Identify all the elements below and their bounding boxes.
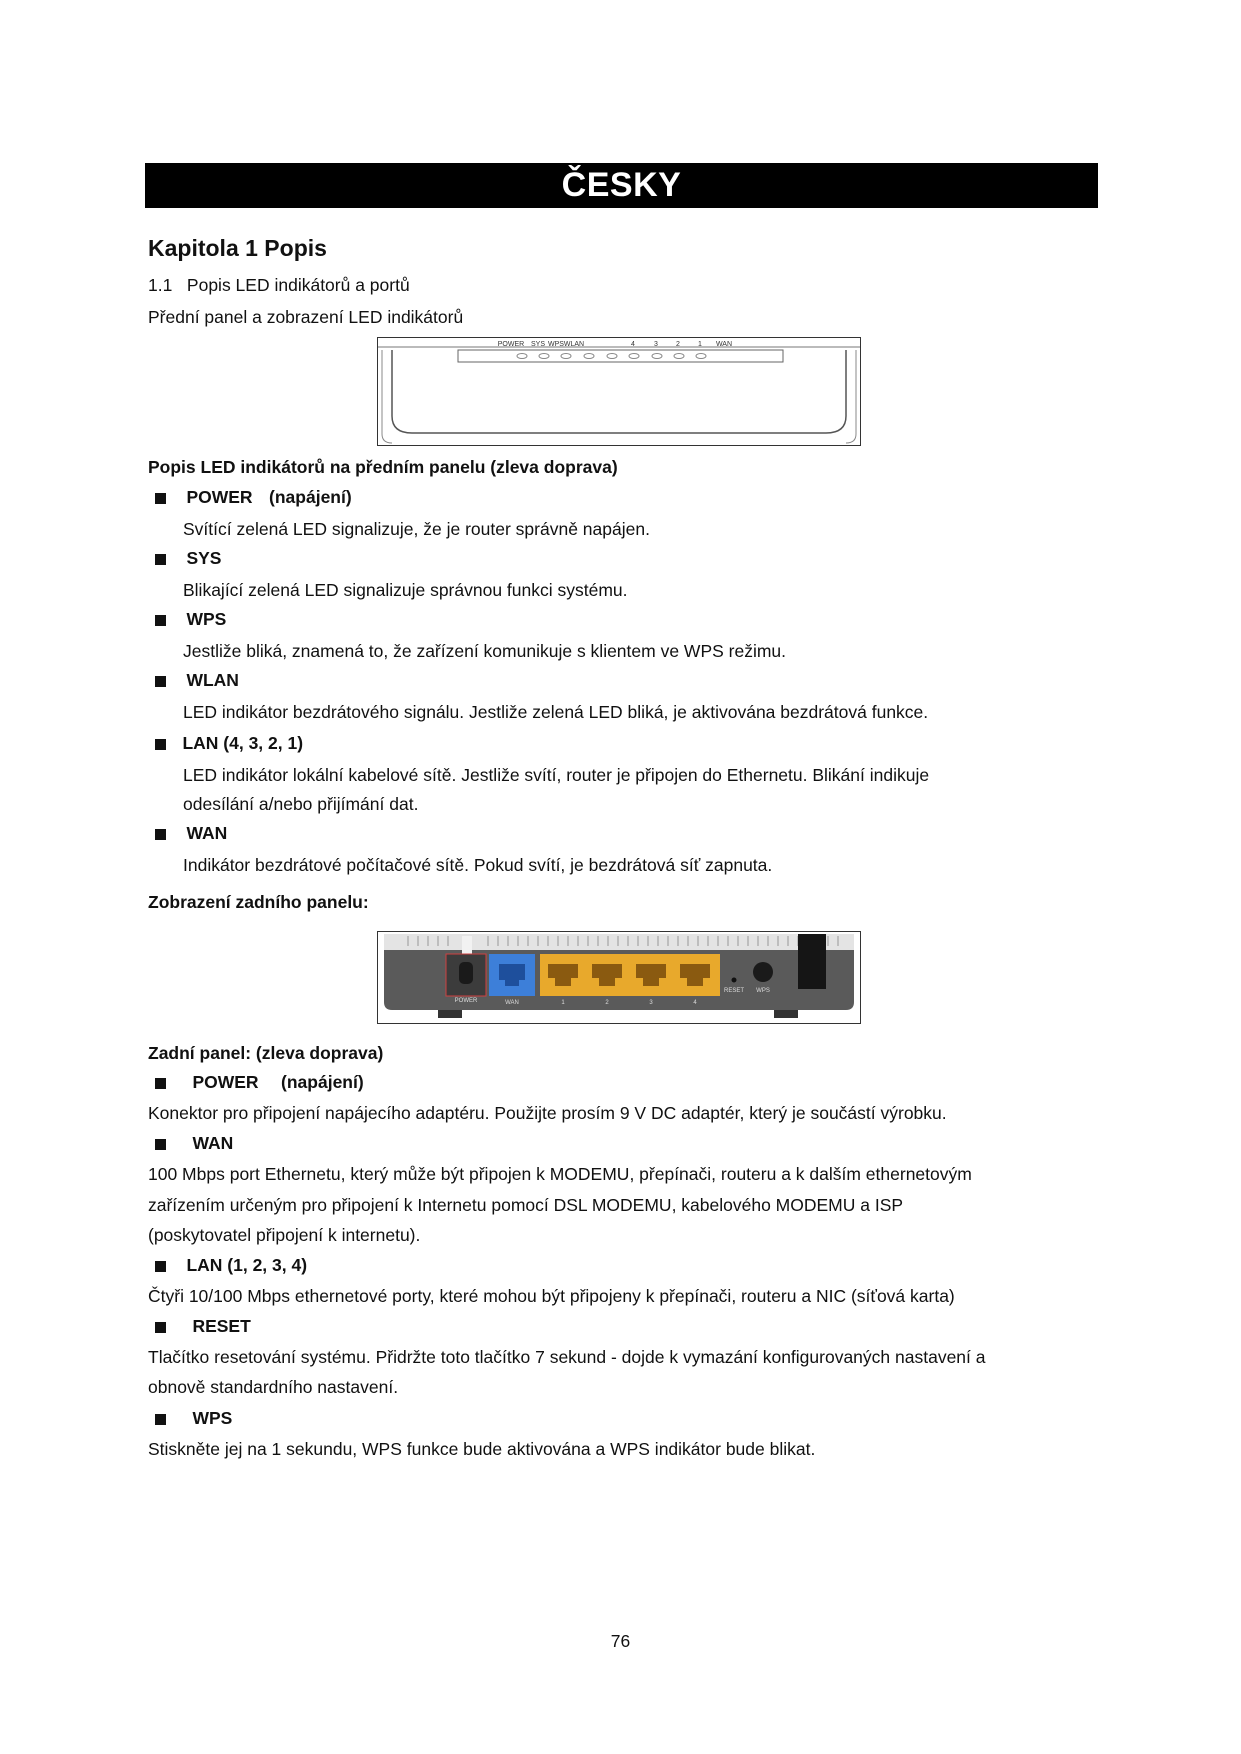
led-row: [517, 354, 706, 359]
list-item: [155, 1316, 251, 1337]
item-name: LAN (4, 3, 2, 1): [182, 733, 304, 753]
list-item: [155, 1072, 364, 1093]
rear-ports-heading: Zadní panel: (zleva doprava): [148, 1043, 384, 1063]
led-lan2: [652, 354, 662, 359]
rear-panel-heading: Zobrazení zadního panelu:: [148, 892, 369, 912]
item-desc: odesílání a/nebo přijímání dat.: [183, 794, 419, 814]
item-desc: Indikátor bezdrátové počítačové sítě. Pokud svítí, je bezdrátová síť zapnuta.: [183, 855, 773, 875]
side-switch: [798, 934, 826, 989]
item-name: WLAN: [186, 670, 239, 690]
port-label-wps: WPS: [756, 988, 770, 994]
item-name: POWER: [186, 487, 253, 507]
list-item: [155, 1255, 307, 1276]
bullet-icon: [155, 1261, 166, 1272]
rear-panel-drawing: [378, 932, 860, 1023]
led-lan3: [629, 354, 639, 359]
item-desc: Čtyři 10/100 Mbps ethernetové porty, které mohou být připojeny k přepínači, routeru a NIC (síťová karta): [148, 1286, 955, 1306]
bullet-icon: [155, 1322, 166, 1333]
led-wps: [561, 354, 571, 359]
wps-button: [753, 962, 773, 982]
item-name: RESET: [192, 1316, 251, 1336]
item-note: (napájení): [281, 1072, 364, 1092]
led-label-3: 3: [654, 341, 658, 348]
list-item: [155, 1133, 233, 1154]
item-desc: Tlačítko resetování systému. Přidržte toto tlačítko 7 sekund - dojde k vymazání konfigurovaných nastavení a: [148, 1347, 986, 1367]
port-label-reset: RESET: [723, 988, 745, 994]
bullet-icon: [155, 829, 166, 840]
page-number: 76: [610, 1631, 631, 1651]
led-label-wps: WPS: [548, 341, 564, 348]
led-wan: [696, 354, 706, 359]
item-desc: LED indikátor lokální kabelové sítě. Jestliže svítí, router je připojen do Ethernetu. Blikání indikuje: [183, 765, 930, 785]
list-item: [155, 670, 239, 691]
item-desc: zařízením určeným pro připojení k Internetu pomocí DSL MODEMU, kabelového MODEMU a ISP: [148, 1195, 904, 1215]
antenna: [462, 936, 472, 956]
led-label-wlan: WLAN: [563, 341, 585, 348]
led-label-1: 1: [698, 341, 702, 348]
item-desc: (poskytovatel připojení k internetu).: [148, 1225, 421, 1245]
port-label-power: POWER: [454, 998, 478, 1004]
section-heading: [148, 275, 410, 296]
led-label-power: POWER: [497, 341, 525, 348]
port-label-1: 1: [561, 1000, 565, 1006]
section-number: 1.1: [148, 275, 173, 295]
front-panel-caption: Přední panel a zobrazení LED indikátorů: [148, 307, 464, 327]
item-name: WAN: [186, 823, 228, 843]
item-name: LAN (1, 2, 3, 4): [186, 1255, 308, 1275]
port-label-2: 2: [605, 1000, 609, 1006]
item-name: WAN: [192, 1133, 234, 1153]
item-desc: Stiskněte jej na 1 sekundu, WPS funkce bude aktivována a WPS indikátor bude blikat.: [148, 1439, 816, 1459]
list-item: [155, 733, 303, 754]
bullet-icon: [155, 1414, 166, 1425]
item-desc: Jestliže bliká, znamená to, že zařízení komunikuje s klientem ve WPS režimu.: [183, 641, 787, 661]
item-desc: obnově standardního nastavení.: [148, 1377, 399, 1397]
item-name: POWER: [192, 1072, 259, 1092]
bullet-icon: [155, 554, 166, 565]
chapter-title: Kapitola 1 Popis: [148, 235, 327, 261]
item-desc: 100 Mbps port Ethernetu, který může být připojen k MODEMU, přepínači, routeru a k dalším ethernetovým: [148, 1164, 972, 1184]
list-item: [155, 823, 227, 844]
item-name: WPS: [186, 609, 227, 629]
reset-button: [732, 978, 737, 983]
item-desc: Konektor pro připojení napájecího adaptéru. Použijte prosím 9 V DC adaptér, který je součástí výrobku.: [148, 1103, 947, 1123]
item-name: WPS: [192, 1408, 233, 1428]
bullet-icon: [155, 739, 166, 750]
list-item: [155, 487, 352, 508]
language-banner: ČESKY: [145, 163, 1098, 208]
led-label-sys: SYS: [530, 341, 546, 348]
bullet-icon: [155, 1139, 166, 1150]
bullet-icon: [155, 1078, 166, 1089]
front-panel-figure: [377, 337, 861, 446]
led-lan4: [607, 354, 617, 359]
led-power: [517, 354, 527, 359]
rear-panel-figure: [377, 931, 861, 1024]
bullet-icon: [155, 615, 166, 626]
bullet-icon: [155, 493, 166, 504]
item-desc: Blikající zelená LED signalizuje správnou funkci systému.: [183, 580, 628, 600]
list-item: [155, 609, 226, 630]
section-title: Popis LED indikátorů a portů: [186, 275, 410, 295]
front-led-heading: Popis LED indikátorů na předním panelu (zleva doprava): [148, 457, 618, 477]
item-desc: Svítící zelená LED signalizuje, že je router správně napájen.: [183, 519, 650, 539]
led-lan1: [674, 354, 684, 359]
item-name: SYS: [186, 548, 222, 568]
port-label-4: 4: [693, 1000, 697, 1006]
bullet-icon: [155, 676, 166, 687]
led-label-2: 2: [676, 341, 680, 348]
led-label-4: 4: [631, 341, 635, 348]
list-item: [155, 1408, 232, 1429]
led-wlan: [584, 354, 594, 359]
led-sys: [539, 354, 549, 359]
item-desc: LED indikátor bezdrátového signálu. Jestliže zelená LED bliká, je aktivována bezdrátová funkce.: [183, 702, 929, 722]
front-panel-drawing: [378, 338, 860, 445]
item-note: (napájení): [269, 487, 352, 507]
port-label-3: 3: [649, 1000, 653, 1006]
led-label-wan: WAN: [715, 341, 733, 348]
list-item: [155, 548, 221, 569]
port-label-wan: WAN: [505, 1000, 519, 1006]
